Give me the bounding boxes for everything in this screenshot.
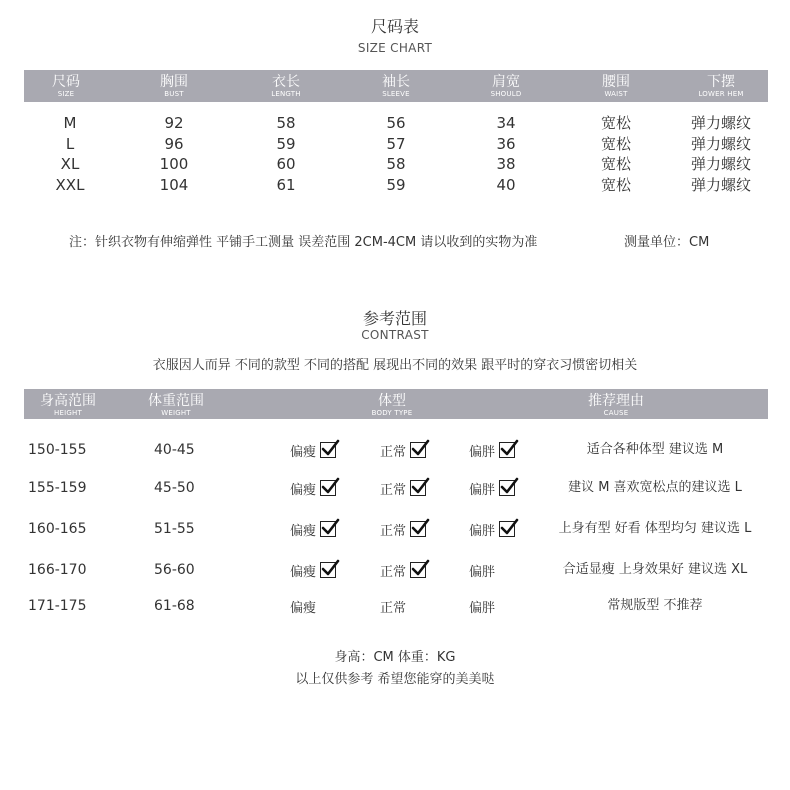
height-range: 171-175 — [28, 598, 87, 614]
body-type-normal: 正常 — [380, 517, 426, 541]
header-waist: 腰围 WAIST — [602, 74, 630, 98]
footer-units: 身高：CM 体重：KG — [334, 650, 456, 665]
table-cell: 38 — [496, 155, 516, 173]
table-cell: 弹力螺纹 — [690, 155, 751, 173]
table-cell: 96 — [164, 135, 184, 153]
checkbox-icon — [410, 562, 426, 578]
table-cell: 宽松 — [600, 135, 631, 153]
body-type-heavy: 偏胖 — [469, 517, 515, 541]
table-cell: 弹力螺纹 — [690, 176, 751, 194]
table-cell: 宽松 — [600, 176, 631, 194]
weight-range: 56-60 — [154, 562, 195, 578]
header-weight: 体重范围 WEIGHT — [148, 393, 204, 417]
table-row — [0, 438, 790, 462]
body-type-heavy: 偏胖 — [469, 438, 515, 462]
table-cell: 56 — [386, 114, 406, 132]
header-length: 衣长 LENGTH — [271, 74, 301, 98]
body-type-slim: 偏瘦 — [290, 558, 336, 582]
weight-range: 61-68 — [154, 598, 195, 614]
table-cell: 59 — [386, 176, 406, 194]
contrast-title: 参考范围 — [362, 309, 427, 328]
body-type-normal: 正常 — [380, 600, 407, 616]
table-cell: 100 — [159, 155, 189, 173]
contrast-subtitle: CONTRAST — [361, 328, 429, 342]
table-cell: M — [63, 114, 77, 132]
checkbox-icon — [320, 480, 336, 496]
table-cell: 104 — [159, 176, 189, 194]
header-lower-hem: 下摆 LOWER HEM — [698, 74, 744, 98]
body-type-normal: 正常 — [380, 438, 426, 462]
table-cell: L — [65, 135, 75, 153]
table-cell: 92 — [164, 114, 184, 132]
checkbox-icon — [320, 521, 336, 537]
table-cell: 59 — [276, 135, 296, 153]
size-chart-subtitle: SIZE CHART — [357, 41, 433, 55]
checkbox-icon — [320, 442, 336, 458]
recommendation-reason: 适合各种体型 建议选 M — [586, 442, 724, 457]
unit-note: 测量单位：CM — [624, 235, 710, 250]
checkbox-icon — [410, 442, 426, 458]
height-range: 160-165 — [28, 521, 87, 537]
checkbox-icon — [410, 480, 426, 496]
recommendation-reason: 合适显瘦 上身效果好 建议选 XL — [562, 562, 748, 577]
measurement-note: 注：针织衣物有伸缩弹性 平铺手工测量 误差范围 2CM-4CM 请以收到的实物为准 — [69, 235, 538, 250]
footer-note: 以上仅供参考 希望您能穿的美美哒 — [295, 672, 495, 687]
table-row — [0, 558, 790, 582]
body-type-heavy: 偏胖 — [469, 476, 515, 500]
header-size: 尺码 SIZE — [52, 74, 80, 98]
table-cell: XL — [60, 155, 80, 173]
table-cell: 61 — [276, 176, 296, 194]
table-cell: 36 — [496, 135, 516, 153]
header-bust: 胸围 BUST — [160, 74, 188, 98]
body-type-heavy: 偏胖 — [469, 564, 496, 580]
height-range: 150-155 — [28, 442, 87, 458]
table-cell: 34 — [496, 114, 516, 132]
recommendation-reason: 建议 M 喜欢宽松点的建议选 L — [568, 480, 742, 495]
table-cell: 弹力螺纹 — [690, 135, 751, 153]
contrast-header-bar — [24, 389, 768, 419]
recommendation-reason: 常规版型 不推荐 — [607, 598, 703, 613]
body-type-heavy: 偏胖 — [469, 600, 496, 616]
body-type-normal: 正常 — [380, 476, 426, 500]
weight-range: 45-50 — [154, 480, 195, 496]
height-range: 155-159 — [28, 480, 87, 496]
size-chart-title: 尺码表 — [370, 17, 419, 36]
table-cell: 57 — [386, 135, 406, 153]
recommendation-reason: 上身有型 好看 体型均匀 建议选 L — [558, 521, 752, 536]
table-cell: 弹力螺纹 — [690, 114, 751, 132]
weight-range: 51-55 — [154, 521, 195, 537]
checkbox-icon — [499, 442, 515, 458]
table-cell: 58 — [386, 155, 406, 173]
checkbox-icon — [499, 480, 515, 496]
table-cell: 40 — [496, 176, 516, 194]
table-cell: 58 — [276, 114, 296, 132]
body-type-normal: 正常 — [380, 558, 426, 582]
checkbox-icon — [320, 562, 336, 578]
table-row — [0, 476, 790, 500]
header-shoulder: 肩宽 SHOULD — [490, 74, 522, 98]
table-row — [0, 517, 790, 541]
table-cell: 60 — [276, 155, 296, 173]
body-type-slim: 偏瘦 — [290, 600, 317, 616]
size-chart-header-bar — [24, 70, 768, 102]
body-type-slim: 偏瘦 — [290, 438, 336, 462]
weight-range: 40-45 — [154, 442, 195, 458]
height-range: 166-170 — [28, 562, 87, 578]
table-cell: 宽松 — [600, 155, 631, 173]
header-body-type: 体型 BODY TYPE — [371, 393, 413, 417]
checkbox-icon — [499, 521, 515, 537]
header-cause: 推荐理由 CAUSE — [588, 393, 644, 417]
header-height: 身高范围 HEIGHT — [40, 393, 96, 417]
body-type-slim: 偏瘦 — [290, 476, 336, 500]
table-cell: XXL — [55, 176, 85, 194]
contrast-description: 衣服因人而异 不同的款型 不同的搭配 展现出不同的效果 跟平时的穿衣习惯密切相关 — [152, 358, 638, 373]
checkbox-icon — [410, 521, 426, 537]
header-sleeve: 袖长 SLEEVE — [382, 74, 410, 98]
table-row — [0, 594, 790, 618]
table-cell: 宽松 — [600, 114, 631, 132]
body-type-slim: 偏瘦 — [290, 517, 336, 541]
